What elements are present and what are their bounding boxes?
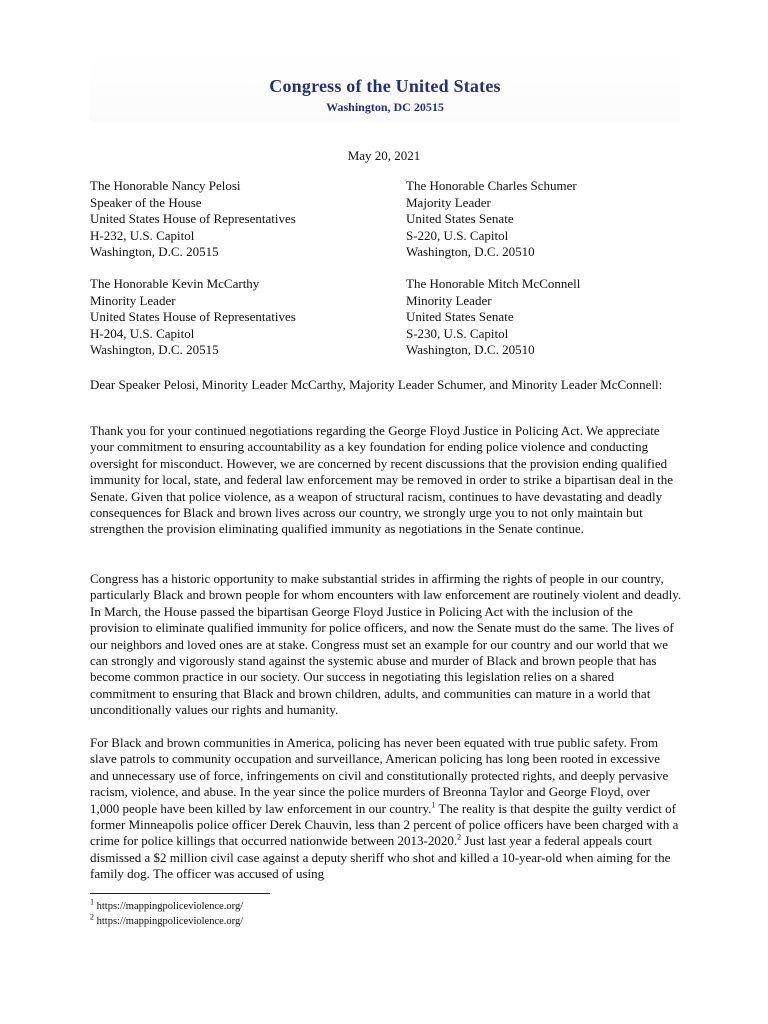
address-line: The Honorable Kevin McCarthy (90, 276, 260, 291)
address-line: United States House of Representatives (90, 309, 296, 324)
footnote-2 (90, 914, 243, 929)
address-line: The Honorable Charles Schumer (406, 178, 577, 193)
address-line: Majority Leader (406, 194, 491, 210)
letter-date: May 20, 2021 (347, 148, 421, 163)
address-line: Minority Leader (406, 292, 492, 308)
paragraph-3 (90, 735, 682, 883)
address-line: The Honorable Mitch McConnell (406, 276, 581, 291)
footnote-1 (90, 899, 243, 914)
address-line: United States House of Representatives (90, 211, 296, 226)
paragraph-1: Thank you for your continued negotiations regarding the George Floyd Justice in Policing Act. We appreciate your commitment to ensuring accountability as a key foundation for ending police violence and conducting oversight for misconduct. However, we are concerned by recent discussions that the provision ending qualified immunity for local, state, and federal law enforcement may be removed in order to strike a bipartisan deal in the Senate. Given that police violence, as a weapon of structural racism, continues to have devastating and deadly consequences for Black and brown lives across our country, we strongly urge you to not only maintain but strengthen the provision eliminating qualified immunity as negotiations in the Senate continue. (90, 423, 673, 537)
recipient-mccarthy (90, 276, 296, 359)
footnotes (90, 899, 243, 929)
paragraph-3-text: For Black and brown communities in America, policing has never been equated with true public safety. From slave patrols to community occupation and surveillance, American policing has long been rooted in excessive and unnecessary use of force, infringements on civil and constitutionally protected rights, and deeply pervasive racism, violence, and abuse. In the year since the police murders of Breonna Taylor and George Floyd, over 1,000 people have been killed by law enforcement in our country. (90, 735, 669, 816)
recipient-mcconnell (406, 276, 580, 359)
address-line: H-204, U.S. Capitol (90, 325, 195, 341)
address-line: Washington, D.C. 20510 (406, 342, 535, 357)
address-line: Washington, D.C. 20510 (406, 244, 535, 259)
address-line: United States Senate (406, 309, 514, 324)
address-line: Washington, D.C. 20515 (90, 342, 219, 357)
address-line: S-220, U.S. Capitol (406, 227, 509, 243)
paragraph-3-text: Just last year a federal appeals court dismissed a $2 million civil case against a deputy sheriff who shot and killed a 10-year-old when aiming for the family dog. The officer was accused of using (90, 833, 671, 882)
address-line: Washington, D.C. 20515 (90, 244, 219, 259)
address-line: Speaker of the House (90, 194, 202, 210)
footnote-divider (90, 893, 270, 894)
address-line: S-230, U.S. Capitol (406, 325, 509, 341)
letterhead-subtitle: Washington, DC 20515 (326, 100, 444, 114)
address-line: United States Senate (406, 211, 514, 226)
address-line: Minority Leader (90, 292, 176, 308)
salutation: Dear Speaker Pelosi, Minority Leader McCarthy, Majority Leader Schumer, and Minority Leader McConnell: (90, 377, 663, 392)
footnote-link[interactable]: https://mappingpoliceviolence.org/ (94, 916, 244, 927)
footnote-number: 2 (90, 912, 94, 922)
footnote-ref-2: 2 (457, 833, 462, 843)
footnote-ref-1: 1 (431, 800, 436, 810)
letterhead-title: Congress of the United States (269, 76, 501, 96)
paragraph-3-text: The reality is that despite the guilty verdict of former Minneapolis police officer Derek Chauvin, less than 2 percent of police officers have been charged with a crime for police killings that occurred nationwide between 2013-2020. (90, 800, 679, 849)
letterhead (90, 56, 680, 122)
paragraph-2: Congress has a historic opportunity to make substantial strides in affirming the rights of people in our country, particularly Black and brown people for whom encounters with law enforcement are routinely violent and deadly. In March, the House passed the bipartisan George Floyd Justice in Policing Act with the inclusion of the provision to eliminate qualified immunity for police officers, and now the Senate must do the same. The lives of our neighbors and loved ones are at stake. Congress must set an example for our country and our world that we can strongly and vigorously stand against the systemic abuse and murder of Black and brown people that has become common practice in our society. Our success in negotiating this legislation relies on a shared commitment to ensuring that Black and brown children, adults, and communities can mature in a world that unconditionally values our rights and humanity. (90, 571, 682, 718)
footnote-number: 1 (90, 897, 94, 907)
address-line: H-232, U.S. Capitol (90, 227, 195, 243)
recipient-pelosi (90, 178, 296, 261)
recipient-schumer (406, 178, 577, 261)
footnote-link[interactable]: https://mappingpoliceviolence.org/ (94, 901, 244, 912)
address-line: The Honorable Nancy Pelosi (90, 178, 241, 193)
